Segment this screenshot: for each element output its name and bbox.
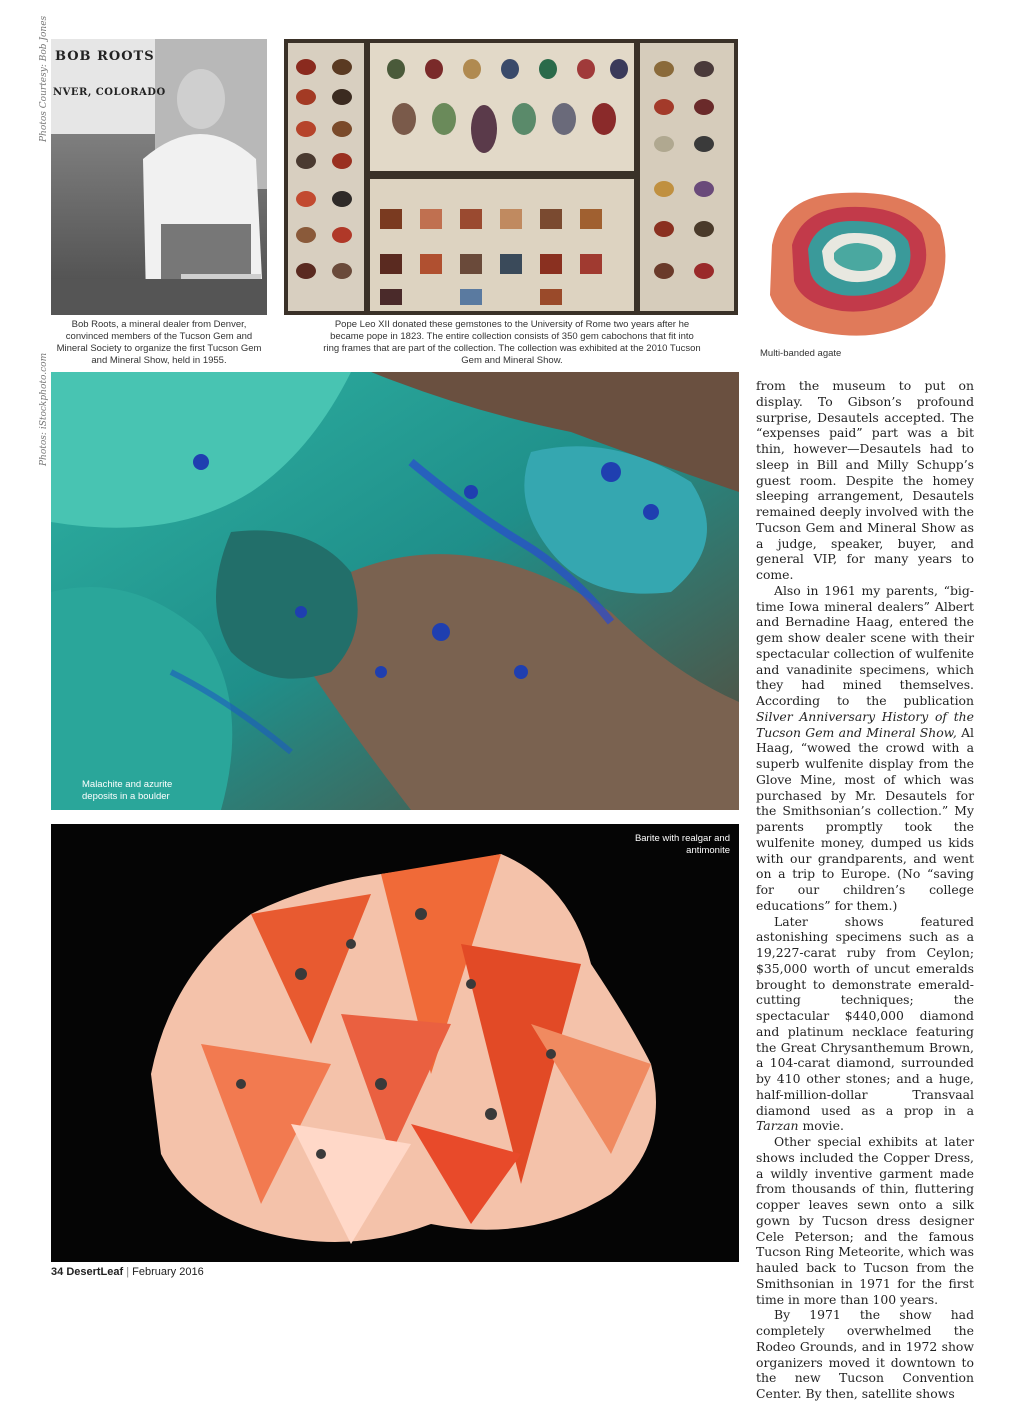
- photo-credit-top: Photos Courtesy: Bob Jones: [39, 15, 49, 142]
- article-paragraph-2: [756, 583, 974, 914]
- article-paragraph-4: Other special exhibits at later shows included the Copper Dress, a wildly inventive garment made from thousands of thin, fluttering copper leaves sewn onto a silk gown by Tucson dress designer Cele Peterson; and the famous Tucson Ring Meteorite, which was hauled back to Tucson from the Smithsonian in 1971 for the first time in more than 100 years.: [756, 1134, 974, 1307]
- barite-photo: [51, 824, 739, 1262]
- magazine-name: DesertLeaf: [66, 1266, 124, 1278]
- publication-title: Silver Anniversary History of the Tucson Gem and Mineral Show,: [756, 708, 974, 740]
- article-paragraph-3-text-a: Later shows featured astonishing specimens such as a 19,227-carat ruby from Ceylon; $35,000 worth of uncut emeralds brought to demonstrate emerald-cutting techniques; the spectacular $440,000 diamond and platinum necklace featuring the Great Chrysanthemum Brown, a 104-carat diamond, surrounded by 410 other stones; and a huge, half-million-dollar Transvaal diamond used as a prop in a: [756, 913, 974, 1118]
- bob-roots-sign-line2: NVER, COLORADO: [53, 87, 166, 98]
- page-footer: [51, 1266, 204, 1278]
- barite-caption: Barite with realgar and antimonite: [634, 833, 730, 856]
- malachite-caption: Malachite and azurite deposits in a boulder: [82, 779, 173, 802]
- page-number: 34: [51, 1266, 64, 1278]
- agate-caption: Multi-banded agate: [760, 348, 842, 359]
- issue-date: February 2016: [132, 1266, 204, 1278]
- article-paragraph-3: [756, 914, 974, 1135]
- gemstones-caption: Pope Leo XII donated these gemstones to the University of Rome two years after he became pope in 1823. The entire collection consists of 350 gem cabochons that fit into ring frames that are part of the collection. The collection was exhibited at the 2010 Tucson Gem and Mineral Show.: [323, 319, 701, 366]
- article-paragraph-1: from the museum to put on display. To Gibson’s profound surprise, Desautels accepted. The “expenses paid” part was a bit thin, however—Desautels had to sleep in Bill and Milly Schupp’s guest room. Despite the homey sleeping arrangement, Desautels remained deeply involved with the Tucson Gem and Mineral Show as a judge, speaker, buyer, and general VIP, for many years to come.: [756, 378, 974, 582]
- bob-roots-caption: Bob Roots, a mineral dealer from Denver, convinced members of the Tucson Gem and Mineral Society to organize the first Tucson Gem and Mineral Show, held in 1955.: [56, 319, 262, 366]
- article-paragraph-5: By 1971 the show had completely overwhelmed the Rodeo Grounds, and in 1972 show organizers moved it downtown to the new Tucson Convention Center. By then, satellite shows: [756, 1307, 974, 1401]
- bob-roots-sign-line1: BOB ROOTS: [55, 49, 155, 64]
- agate-photo: [762, 185, 952, 343]
- photo-credit-middle: Photos: iStockphoto.com: [39, 352, 49, 466]
- article-paragraph-2-text-a: Also in 1961 my parents, “big-time Iowa mineral dealers” Albert and Bernadine Haag, entered the gem show dealer scene with their spectacular collection of wulfenite and vanadinite specimens, which they had mined themselves. According to the publication: [756, 582, 974, 708]
- article-paragraph-2-text-b: Al Haag, “wowed the crowd with a superb wulfenite display from the Glove Mine, most of which was purchased by Mr. Desautels for the Smithsonian’s collection.” My parents promptly took the wulfenite money, dumped us kids with our grandparents, and went on a trip to Europe. (No “saving for our children’s college educations” for them.): [756, 724, 974, 913]
- article-body: [756, 378, 974, 1402]
- movie-title: Tarzan: [756, 1118, 799, 1134]
- article-paragraph-3-text-b: movie.: [798, 1118, 844, 1134]
- gemstones-photo: [284, 39, 738, 315]
- footer-separator: |: [126, 1266, 130, 1278]
- bob-roots-photo: [51, 39, 267, 315]
- malachite-photo: [51, 372, 739, 810]
